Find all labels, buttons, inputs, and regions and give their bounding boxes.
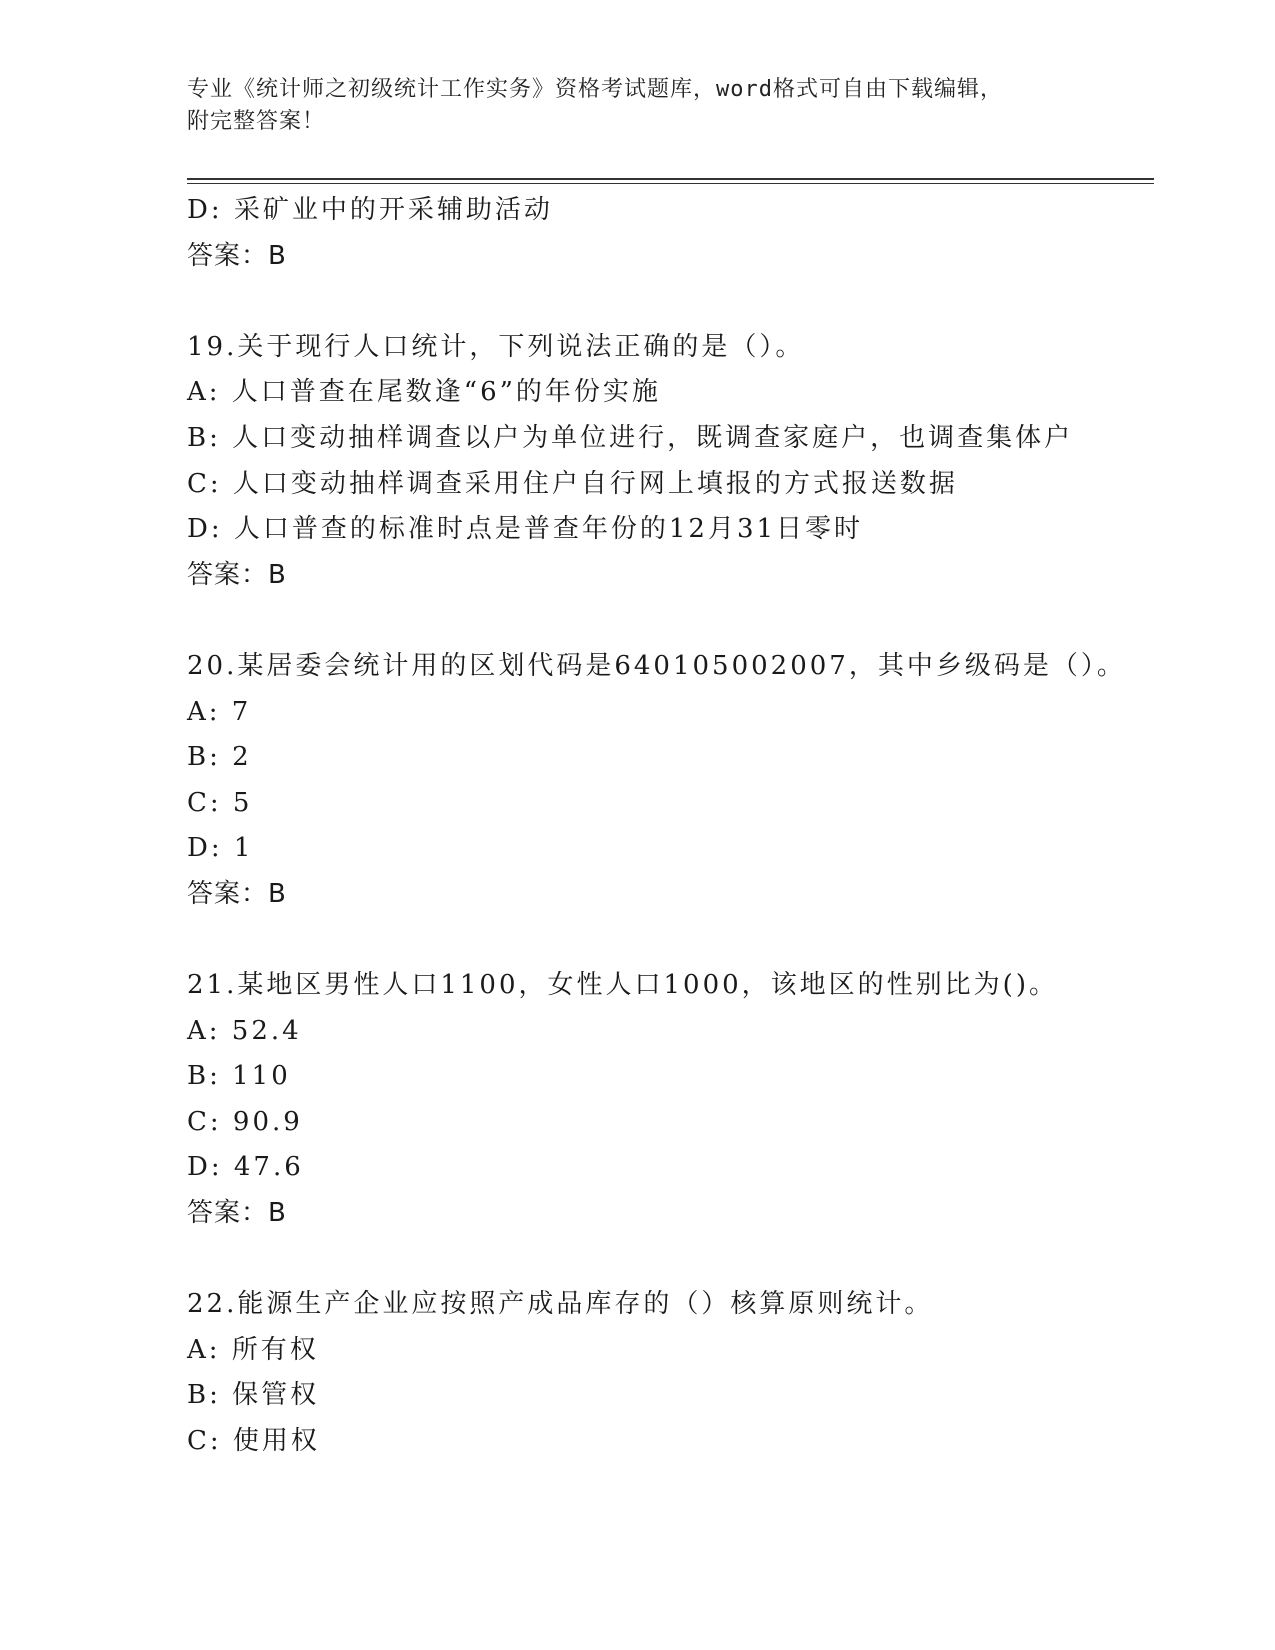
question-22 (187, 1282, 1154, 1464)
answer-line: 答案：B (187, 878, 287, 909)
answer-line: 答案：B (187, 240, 287, 271)
option-d: D: 人口普查的标准时点是普查年份的12月31日零时 (187, 514, 864, 545)
option-a: A: 人口普查在尾数逢“6”的年份实施 (187, 377, 661, 408)
option-c: C: 使用权 (187, 1426, 320, 1457)
question-text: 22.能源生产企业应按照产成品库存的（）核算原则统计。 (187, 1289, 934, 1320)
spacer (187, 1237, 1154, 1283)
option-d: D: 47.6 (187, 1152, 304, 1183)
option-a: A: 52.4 (187, 1015, 302, 1046)
question-19 (187, 325, 1154, 599)
option-c: C: 90.9 (187, 1106, 303, 1137)
option-c: C: 5 (187, 787, 253, 818)
spacer (187, 918, 1154, 964)
question-20 (187, 644, 1154, 918)
question-text: 21.某地区男性人口1100，女性人口1000，该地区的性别比为()。 (187, 970, 1058, 1001)
option-c: C: 人口变动抽样调查采用住户自行网上填报的方式报送数据 (187, 468, 958, 499)
question-list (187, 188, 1154, 1465)
answer-line: 答案：B (187, 1198, 287, 1229)
spacer (187, 598, 1154, 644)
option-a: A: 所有权 (187, 1334, 319, 1365)
header-line-1: 专业《统计师之初级统计工作实务》资格考试题库，word格式可自由下载编辑， (187, 77, 1003, 102)
option-d: D: 1 (187, 833, 254, 864)
option-b: B: 110 (187, 1061, 291, 1092)
spacer (187, 279, 1154, 325)
option-b: B: 保管权 (187, 1380, 320, 1411)
option-b: B: 2 (187, 742, 252, 773)
question-text: 20.某居委会统计用的区划代码是640105002007，其中乡级码是（）。 (187, 650, 1126, 681)
option-b: B: 人口变动抽样调查以户为单位进行，既调查家庭户，也调查集体户 (187, 422, 1074, 453)
header-divider (187, 178, 1154, 184)
option-a: A: 7 (187, 696, 252, 727)
question-text: 19.关于现行人口统计，下列说法正确的是（）。 (187, 331, 805, 362)
option-d: D: 采矿业中的开采辅助活动 (187, 195, 553, 225)
answer-line: 答案：B (187, 559, 287, 590)
question-fragment (187, 188, 1154, 279)
header-line-2: 附完整答案！ (187, 109, 326, 134)
question-21 (187, 963, 1154, 1237)
document-header (187, 74, 1087, 138)
